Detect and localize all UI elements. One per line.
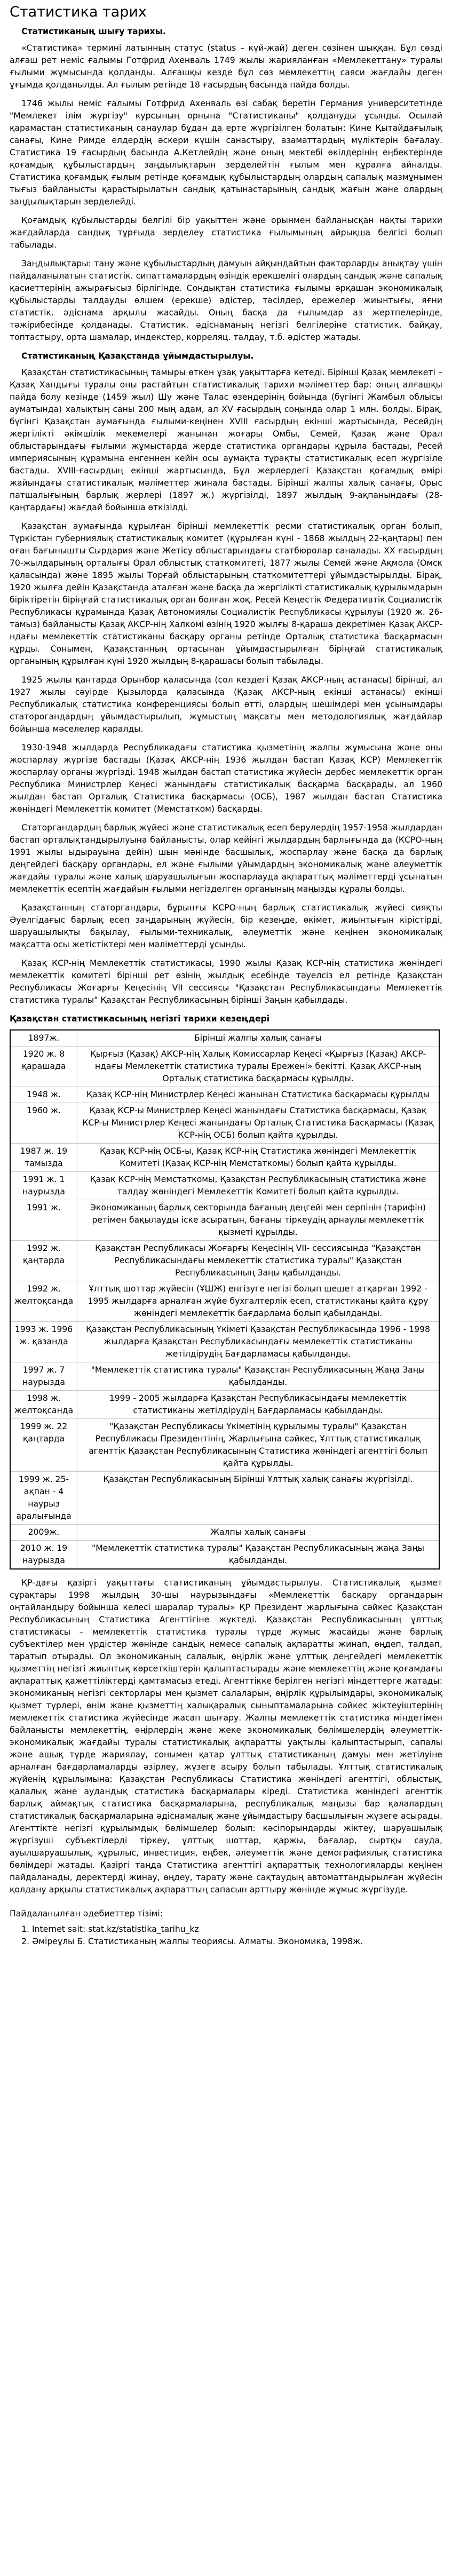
table-cell-event: Бірінші жалпы халық санағы <box>77 1030 440 1047</box>
references-title: Пайдаланылған әдебиеттер тізімі: <box>10 1909 163 1919</box>
table-cell-event: Қазақ КСР-нің Мемстаткомы, Қазақстан Республикасының статистика және талдау жөніндегі Мемлекеттік Комитеті болып қайта құрылды. <box>77 1172 440 1200</box>
table-cell-date: 1987 ж. 19 тамызда <box>10 1144 77 1172</box>
table-cell-date: 1897ж. <box>10 1030 77 1047</box>
table-row <box>10 1172 439 1200</box>
table-row <box>10 1541 439 1570</box>
paragraph: Заңдылықтары: тану және құбылыстардың дамуын айқындайтын факторларды анықтау үшін пайдаланылатын статистік. сипаттамалардың өзіндік ерекшелігі олардың сандық және сапалық қасиеттерінің ажырағысыз бірлігінде. Сондықтан статистика ғылымы әрқашан экономикалық құбылыстарды талдауды өлшем (ерекше) әдістер, тәсілдер, ережелер жиынтығы, яғни статистік. әдіснама арқылы жасайды. Оның басқа да ғылымдар аз жертпелерінде, тәжірибесінде қолданады. Статистик. әдіснаманың негізгі белгілеріне статистик. байқау, топтастыру, орта шамалар, индекстер, корреляц. талдау, т.б. әдістер жатады. <box>10 259 442 342</box>
paragraph: Статоргандардың барлық жүйесі және статистикалық есеп берулердің 1957-1958 жылдардан бастап орталықтандырылуына байланысты, олар кейінгі жылдардың барлығында да (КСРО-ның 1991 жылы ыдырауына дейін) шын мәнінде басшылық, жоспарлау және басқа да барлық деңгейдегі басқару органдары, ел және ғылыми ұйымдардың экономикалық және әлеуметтік жағдайы туралы және халық шаруашылығын жоспарлауда ақпараттық мәліметтерді ұсынатын мемлекеттік есептің жағдайын ғылыми негізделген органының маңызды құралы болды. <box>10 823 442 894</box>
table-cell-date: 1999 ж. 22 қаңтарда <box>10 1419 77 1472</box>
table-cell-event: Қазақ КСР-нің ОСБ-ы, Қазақ КСР-нің Статистика жөніндегі Мемлекеттік Комитеті (Қазақ КСР-нің Мемстаткомы) болып қайта құрылды. <box>77 1144 440 1172</box>
table-row <box>10 1419 439 1472</box>
table-cell-date: 1920 ж. 8 қарашада <box>10 1047 77 1087</box>
table-cell-event: Қазақ КСР-нің Министрлер Кеңесі жанынан Статистика басқармасы құрылды <box>77 1087 440 1103</box>
table-cell-event: "Қазақстан Республикасы Үкіметінің құрылымы туралы" Қазақстан Республикасы Президентінің, Жарлығына сәйкес, Ұлттық статистикалық агенттік Қазақстан Республикасының Статистика жөніндегі агенттігі болып қайта құрылды. <box>77 1419 440 1472</box>
table-cell-event: Жалпы халық санағы <box>77 1525 440 1541</box>
table-cell-event: Қазақ КСР-ы Министрлер Кеңесі жанындағы Статистика басқармасы, Қазақ КСР-ы Министрлер Кеңесі жанындағы Орталық Статистика Басқармасы (Қазақ КСР-нің ОСБ) болып қайта құрылды. <box>77 1103 440 1144</box>
section-heading-timeline: Қазақстан статистикасының негізгі тарихи кезеңдері <box>10 1014 270 1024</box>
table-row <box>10 1472 439 1525</box>
section-heading-history: Статистиканың шығу тарихы. <box>21 27 166 36</box>
table-row <box>10 1241 439 1281</box>
table-row <box>10 1525 439 1541</box>
table-row <box>10 1362 439 1391</box>
timeline-table-body <box>10 1030 439 1569</box>
table-cell-event: Экономиканың барлық секторында бағаның деңгейі мен серпінін (тарифін) ретімен бақылауды іске асыратын, бағаны тіркеудің арнаулы мемлекеттік қызметі құрылды. <box>77 1200 440 1241</box>
table-cell-date: 1960 ж. <box>10 1103 77 1144</box>
table-cell-event: Қазақстан Республикасының Бірінші Ұлттық халық санағы жүргізілді. <box>77 1472 440 1525</box>
table-row <box>10 1391 439 1419</box>
table-cell-date: 1948 ж. <box>10 1087 77 1103</box>
table-row <box>10 1200 439 1241</box>
paragraph: ҚР-дағы қазіргі уақыттағы статистиканың ұйымдастырылуы. Статистикалық қызмет сұрақтары 1998 жылдың 30-шы наурызындағы «Мемлекеттік басқару органдарын оңтайландыру бойынша келесі шаралар туралы» ҚР Президент жарлығына сәйкес Қазақстан Республикасының Статистика Агенттігіне жүктеді. Қазақстан Республикасының ұлттық статистикасы – мемлекеттік статистика туралы түрде жүмыс жасайды және барлық субъектілер мен үрдістер жөнінде сандық немесе сапалық ақпаратты жинап, өңдеп, талдап, таратып отырады. Ол экономиканың салалық, өңірлік және ұлттық деңгейдегі мемлекеттік қызметтің негізгі жиынтық көрсеткіштерін қалыптастырады және мемлекеттің және қоғамдағы ақпараттық қажеттіліктерді қамтамасыз етеді. Агенттікке берілген негізгі міндеттерге жатады: экономиканың негізгі секторлары мен қызмет салаларын, өңірлік құрылымдары, экономикалық қызмет түрлері, өнім және қызметтің халықаралық сыныптамаларына сәйкес жіктеуіштерінің мемлекеттік статистика жүйесінде жасап шығару. Жалпы мемлекеттік статистика міндетімен байланысты мемлекеттің, өңірлердің және жеке экономикалық бөлімшелердің әлеуметтік-экономикалық жағдайы туралы статистикалық ақпаратты уақтылы қалыптастырып, сапалы және ашық түрде жариялау, сонымен қатар ұлттық статистиканың дамуы мен жетілуіне арналған бағдарламаларды әзірлеу, жүзеге асыру болып табылады. Ұлттық статистикалық жүйенің құрылымына: Қазақстан Республикасы Статистика жөніндегі агенттігі, облыстық, қалалық және аудандық статистика басқармалары кіреді. Статистика жөніндегі агенттік барлық аймақтық статистика басқармаларына, республикалық маңызы бар қалалардың статистикалық басқармаларына әдіснамалық және ұйымдастыру басшылығын жүзеге асырады. Агенттікте негізгі құрылымдық бөлімшелер болып: кәсіпорындарды жіктеу, шаруашылық жүргізуші субъектілерді тіркеу, ұлттық шоттар, қаржы, бағалар, сыртқы сауда, ауылшаруашылық, құрылыс, инвестиция, еңбек, әлеуметтік және демографиялық статистика бөлімдері жатады. Қазіргі таңда Статистика агенттігі ақпараттық технологияларды кеңінен пайдаланады, деректерді жинау, өңдеу, тарату және сақтаудың автоматтандырылған жүйесін қолдану арқылы статистикалық ақпараттың сапасын арттыру жөнінде жұмыс жүргізуде. <box>10 1578 442 1895</box>
page-title: Статистика тарих <box>10 4 147 20</box>
table-cell-date: 1992 ж. желтоқсанда <box>10 1281 77 1322</box>
paragraph: «Статистика» термині латынның статус (status – күй-жай) деген сөзінен шыққан. Бұл сөзді алғаш рет неміс ғалымы Готфрид Ахенваль 1749 жылы жарияланған «Мемлекеттану» туралы ғылыми жұмысында қолданды. Алғашқы кезде бұл сөз мемлекеттің саяси жағдайы деген ұғымда қолданылды. Ал ғылым ретінде 18 ғасырдың басында пайда болды. <box>10 43 442 90</box>
table-cell-event: "Мемлекеттік статистика туралы" Қазақстан Республикасының Жаңа Заңы қабылданды. <box>77 1362 440 1391</box>
table-cell-event: Ұлттық шоттар жүйесін (ҰШЖ) енгізуге негізі болып шешет атқарған 1992 - 1995 жылдарға арналған жүйе бухгалтерлік есеп, статистиканы қайта құру жөніндегі мемлекеттік бағдарлама болып қабылданды. <box>77 1281 440 1322</box>
table-cell-date: 1997 ж. 7 наурызда <box>10 1362 77 1391</box>
table-row <box>10 1322 439 1362</box>
paragraph: Қазақстан аумағында құрылған бірінші мемлекеттік ресми статистикалық орган болып, Түркістан губерниялық статистикалық комитет (құрылған күні - 1868 жылдың 22-қаңтары) пен оған бағынышты Сырдария және Жетісу облыстарындағы статбюролар саналады. XX ғасырдың 70-жылдарының орталығы Орал облыстық статкомитеті, 1877 жылы Семей және Ақмола (Омск қаласында) және 1895 жылы Торғай облыстарының статкомитеттері ұйымдастырылды. Бірақ, 1920 жылға дейін Қазақстанда аталған және басқа да жергілікті статистикалық құрылымдарын біріктіретін біріңғай статистикалық орган болған жоқ. Ресей Кеңестік Федеративтік Социалистік Республикасы құрамында Қазақ Автономиялы Социалистік Республикасы құрылуы (1920 ж. 26- тамыз) байланысты Қазақ АКСР-нің Халкомі өзінің 1920 жылғы 8-қараша декретімен Қазақ АКСР-ндағы мемлекеттік статистиканы басқару органы ретінде Орталық статистика басқармасын құрды. Сонымен, Қазақстанның ортасынан ұйымдастырылған біріңғай статистикалық органының құрылған күні 1920 жылдың 8-қарашасы болып табылады. <box>10 521 442 666</box>
table-cell-date: 1992 ж. қаңтарда <box>10 1241 77 1281</box>
table-cell-date: 1998 ж. желтоқсанда <box>10 1391 77 1419</box>
references-list <box>10 1923 442 1948</box>
table-row <box>10 1144 439 1172</box>
table-cell-date: 1993 ж. 1996 ж. қазанда <box>10 1322 77 1362</box>
table-row <box>10 1030 439 1047</box>
section-heading-kazakhstan: Статистиканың Қазақстанда ұйымдастырылуы. <box>21 351 254 361</box>
reference-item: 1. Internet sait: stat.kz/statistika_tarihu_kz <box>32 1923 442 1936</box>
table-cell-event: Қырғыз (Қазақ) АКСР-нің Халық Комиссарлар Кеңесі «Қырғыз (Қазақ) АКСР-ндағы Мемлекеттік статистика туралы Ережені» бекітті. Қазақ АКСР-ның Орталық статистика басқармасы құрылды. <box>77 1047 440 1087</box>
table-row <box>10 1103 439 1144</box>
table-cell-event: "Мемлекеттік статистика туралы" Қазақстан Республикасының жаңа Заңы қабылданды. <box>77 1541 440 1570</box>
paragraph: Қазақстан статистикасының тамыры өткен ұзақ уақыттарға кетеді. Бірінші Қазақ мемлекеті – Қазақ Хандығы туралы оны растайтын статистикалық тарихи мәліметтер бар: оның алғашқы пайда болу кезінде (1459 жыл) Шу және Талас өзендерінің бойында (бүгінгі Жамбыл облысы ауматында) халықтың саны 200 мың адам, ал XV ғасырдың соңында олар 1 млн. болды. Бірақ, бүгінгі Қазақстан аумағында ғылыми-кеңінен XVIII ғасырдың екінші жартысында, Ресейдің жергілікті әкімшілік мекемелері жанынан жоғары Омбы, Семей, Қазақ және Орал облыстарындағы ғылыми жұмыстарда жерде статистика органдары құрыла бастады, Ресей империясының құрамына енгеннен кейін осы аумақта тұрақты статистикалық есеп жүргізіле бастады. XVIII-ғасырдың екінші жартысында, Бұл жерлердегі Қазақстан қоғамдық өмірі жайындағы статистикалық мәліметтер жинала бастады. Бірінші жалпы халық санағы, Орыс патшалығының барлық жерлері (1897 ж.) жүргізілді, 1897 жылдың 9-ақпанындағы (28-қаңтардағы) жағдай бойынша өткізілді. <box>10 368 442 512</box>
table-cell-date: 1999 ж. 25-ақпан - 4 наурыз аралығында <box>10 1472 77 1525</box>
table-cell-event: 1999 - 2005 жылдарға Қазақстан Республикасындағы мемлекеттік статистиканы жетілдірудің Бағдарламасы қабылданды. <box>77 1391 440 1419</box>
table-row <box>10 1281 439 1322</box>
table-cell-event: Қазақстан Республикасы Жоғарғы Кеңесінің VII- сессиясында "Қазақстан Республикасындағы мемлекеттік статистика туралы" Қазақстан Республикасының Заңы қабылданды. <box>77 1241 440 1281</box>
table-cell-date: 1991 ж. <box>10 1200 77 1241</box>
table-cell-date: 1991 ж. 1 наурызда <box>10 1172 77 1200</box>
table-row <box>10 1047 439 1087</box>
paragraph: Қазақ КСР-нің Мемлекеттік статистикасы, 1990 жылы Қазақ КСР-нің статистика жөніндегі мемлекеттік комитеті бірінші рет өзінің жылдық есебінде тәуелсіз ел ретінде Қазақстан Республикасы Жоғарғы Кеңесінің VII сессиясы "Қазақстан Республикасындағы Мемлекеттік статистика туралы" Қазақстан Республикасының бірінші Заңын қабылдады. <box>10 958 442 1005</box>
timeline-table <box>10 1029 440 1570</box>
table-cell-date: 2010 ж. 19 наурызда <box>10 1541 77 1570</box>
paragraph: 1746 жылы неміс ғалымы Готфрид Ахенваль өзі сабақ беретін Германия университетінде "Мемлекет ілім жүргізу" курсының орнына "Статистиканы" қолдануды ұсынды. Осылай қарамастан статистиканың санаулар бұдан да ерте жүргізілген болатын: Кине Қытайдағылық санағы, Кине Римде елдердің әскери күшін санастыру, азаматтардың мүліктерін бағалау. Статистика 19 ғасырдың басында А.Кетлейдің және оның мектебі өкілдерінің еңбектерінде қоғамдық құбылыстардың заңдылықтарын зерделейтін ғылым мен құралға айналды. Статистика қоғамдық ғылым ретінде қоғамдық құбылыстардың олардың сапалық мазмұнымен тығыз байланысты қарастырылатын сандық қатынастарының сандық жағын және олардың заңдылықтарын зерделейді. <box>10 99 442 207</box>
paragraph: 1925 жылы қантарда Орынбор қаласында (сол кездегі Қазақ АКСР-ның астанасы) бірінші, ал 1927 жылы сәуірде Қызылорда қаласында (Қазақ АКСР-ның екінші астанасы) екінші Республикалық статистика конференциясы болып өтті, олардың шешімдері мен ұсынымдары статорогандардың ұйымдастырылып, жұмыстың мақсаты мен методологиялық жағдайлар бойынша мәселелер қаралды. <box>10 675 442 734</box>
table-cell-event: Қазақстан Республикасының Үкіметі Қазақстан Республикасында 1996 - 1998 жылдарға Қазақстан Республикасындағы мемлекеттік статистиканы жетілдірудің Бағдарламасы қабылданды. <box>77 1322 440 1362</box>
paragraph: 1930-1948 жылдарда Республикадағы статистика қызметінің жалпы жұмысына және оны жоспарлау жүргізе бастады (Қазақ АКСР-нің 1936 жылдан бастап Қазақ КСР) Мемлекеттік жоспарлау органы жүргізді. 1948 жылдан бастап статистика жүйесін дербес мемлекеттік орган Республика Министрлер Кеңесі жанындағы статистикалық басқарма басқарады, ал 1960 жылдан бастап Орталық Статистика басқармасы (ОСБ), 1987 жылдан бастап Статистика жөніндегі Мемлекеттік комитет (Мемстатком) басқарды. <box>10 743 442 814</box>
table-cell-date: 2009ж. <box>10 1525 77 1541</box>
reference-item: 2. Әміреұлы Б. Статистиканың жалпы теориясы. Алматы. Экономика, 1998ж. <box>32 1936 442 1948</box>
paragraph: Қоғамдық құбылыстарды белгілі бір уақыттен және орынмен байланысқан нақты тарихи жағдайларда сандық тұрғыда зерделеу статистика ғылымының айрықша белгісі болып табылады. <box>10 216 442 250</box>
paragraph: Қазақстанның статоргандары, бұрынғы КСРО-ның барлық статистикалық жүйесі сияқты Әуелгідағыс барлық есеп заңдарының жүйесін, бір кезеңде, өкімет, жиынтығын кірістірді, шаруашылықты бақылау, ғылыми-техникалық, әлеуметтік және кеңінен экономикалық мақсатта осы жетістіктері мен мәліметтерді ұсынды. <box>10 903 442 949</box>
table-row <box>10 1087 439 1103</box>
